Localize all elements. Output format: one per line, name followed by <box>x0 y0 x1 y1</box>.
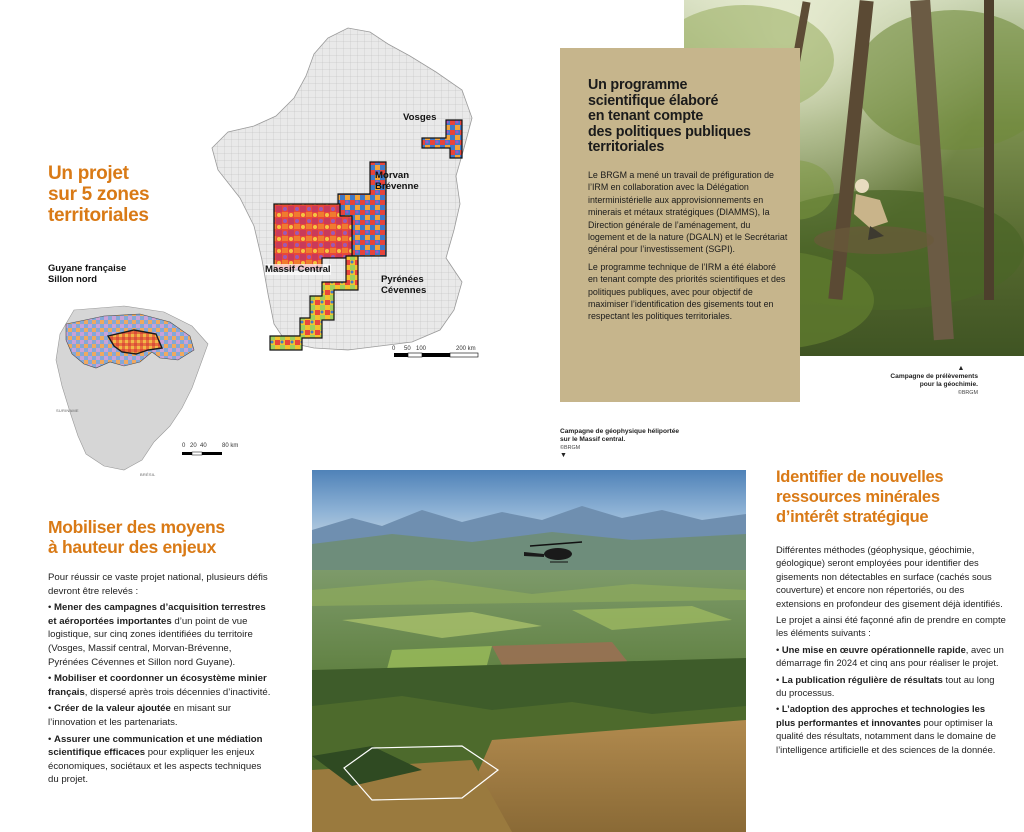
france-scale-100: 100 <box>416 346 427 352</box>
mobiliser-bullet-2: • Mobiliser et coordonner un écosystème minier français, dispersé après trois décennies d’inactivité. <box>48 673 271 698</box>
heli-arrow-icon: ▼ <box>560 452 567 459</box>
france-scale-200: 200 km <box>456 346 476 352</box>
france-scale-0: 0 <box>392 346 396 352</box>
identifier-heading: Identifier de nouvelles ressources minérales d’intérêt stratégique <box>776 468 944 526</box>
mobiliser-bullet-3: • Créer de la valeur ajoutée en misant sur l’innovation et les partenariats. <box>48 703 232 728</box>
forest-caption-block <box>860 365 978 397</box>
label-vosges: Vosges <box>403 112 437 123</box>
guyane-scale-80: 80 km <box>222 443 239 449</box>
forest-caption: Campagne de prélèvements pour la géochimie. <box>890 373 978 388</box>
identifier-para2: Le projet a ainsi été façonné afin de prendre en compte les éléments suivants : <box>776 614 1006 639</box>
guyane-scale-40: 40 <box>200 443 207 449</box>
heading-zones: Un projet sur 5 zones territoriales <box>48 163 150 226</box>
mobiliser-bullet-1: • Mener des campagnes d’acquisition terrestres et aéroportées importantes d’un point de vue logistique, sur cinq zones identifiées du territoire (Vosges, Massif central, Morvan-Brévenne, Pyrénées Cévennes et Sillon nord Guyane). <box>48 602 266 668</box>
gold-panel <box>560 48 800 402</box>
guyane-place-suriname: SURINAME <box>56 408 79 413</box>
france-scale-bar <box>394 353 478 357</box>
mobiliser-body <box>48 571 274 790</box>
heli-caption-block <box>560 428 740 460</box>
photo-helicopter <box>312 470 746 832</box>
guyane-scale-20: 20 <box>190 443 197 449</box>
guyane-map <box>44 258 264 480</box>
identifier-bullet-3: • L’adoption des approches et technologies les plus performantes et innovantes pour optimiser la qualité des résultats, notamment dans le domaine de l’intelligence artificielle et des sciences de la donnée. <box>776 703 996 755</box>
mobiliser-intro: Pour réussir ce vaste projet national, plusieurs défis devront être relevés : <box>48 572 268 597</box>
guyane-scale-0: 0 <box>182 443 186 449</box>
guyane-scale-bar <box>182 452 222 455</box>
gold-panel-title: Un programme scientifique élaboré en tenant compte des politiques publiques territoriales <box>588 77 751 156</box>
france-scale-50: 50 <box>404 346 411 352</box>
mobiliser-heading: Mobiliser des moyens à hauteur des enjeux <box>48 517 225 557</box>
heli-caption: Campagne de géophysique héliportée sur le Massif central. <box>560 428 680 443</box>
gold-panel-para2: Le programme technique de l’IRM a été élaboré en tenant compte des priorités scientifiques et des politiques publiques, avec pour objectif de maximiser l’identification des gisements tout en respectant les politiques territoriales. <box>588 261 786 322</box>
forest-credit: ©BRGM <box>957 390 978 396</box>
label-morvan: Morvan Brévenne <box>375 170 419 192</box>
forest-arrow-icon: ▲ <box>957 365 965 372</box>
gold-panel-body <box>588 169 788 323</box>
photo-helicopter-image <box>312 470 746 832</box>
identifier-body <box>776 543 1006 759</box>
gold-panel-para1: Le BRGM a mené un travail de préfiguration de l’IRM en collaboration avec la Délégation interministérielle aux approvisionnements en minerais et métaux stratégiques (DIAMMS), la Direction générale de l’aménagement, du logement et de la nature (DGALN) et le Secrétariat général pour l’investissement (SGPI). <box>588 170 788 255</box>
identifier-para1: Différentes méthodes (géophysique, géochimie, géologique) seront employées pour identifier des gisements non détectables en surface (cachés sous couverture) et encore non répertoriés, ou des extensions en profondeur des gisement déjà identifiés. <box>776 544 1003 609</box>
heli-credit: ©BRGM <box>560 445 581 451</box>
label-massif-central: Massif Central <box>265 264 331 275</box>
mobiliser-bullet-4: • Assurer une communication et une médiation scientifique efficaces pour expliquer les enjeux économiques, sociétaux et les aspects techniques du projet. <box>48 733 263 786</box>
label-pyrenees: Pyrénées Cévennes <box>381 274 427 296</box>
guyane-title: Guyane française Sillon nord <box>48 262 127 284</box>
guyane-place-bresil: BRÉSIL <box>140 472 156 477</box>
identifier-bullet-2: • La publication régulière de résultats tout au long du processus. <box>776 673 995 699</box>
identifier-bullet-1: • Une mise en œuvre opérationnelle rapide, avec un démarrage fin 2024 et cinq ans pour réaliser le projet. <box>776 643 1004 669</box>
guyane-map-graphic <box>44 304 264 480</box>
